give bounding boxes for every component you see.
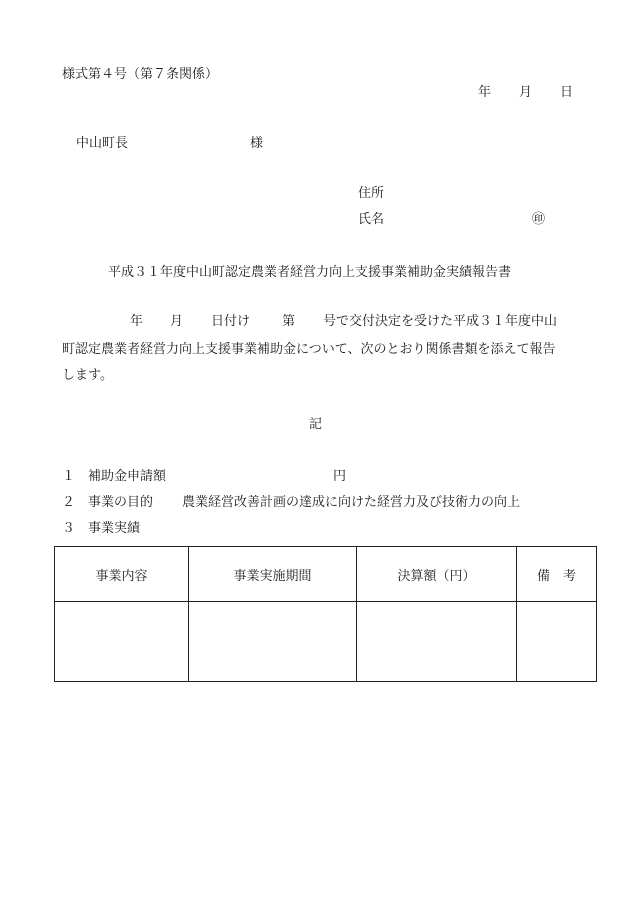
addressee-honorific: 様 xyxy=(250,136,264,151)
table-header-row xyxy=(55,547,597,602)
body-year: 年 xyxy=(130,314,144,329)
address-label: 住所 xyxy=(358,186,385,201)
item-number: ３ xyxy=(62,521,76,536)
table-row xyxy=(55,602,597,682)
cell-project-content[interactable] xyxy=(55,602,189,682)
header-remarks: 備 考 xyxy=(517,547,597,602)
body-dai: 第 xyxy=(282,314,296,329)
form-number: 様式第４号（第７条関係） xyxy=(62,67,219,82)
name-label: 氏名 xyxy=(358,212,385,227)
body-dated: 日付け xyxy=(211,314,251,329)
item-label: 事業の目的 xyxy=(88,495,154,510)
body-line2: 町認定農業者経営力向上支援事業補助金について、次のとおり関係書類を添えて報告 xyxy=(62,342,556,357)
item-label: 補助金申請額 xyxy=(88,469,167,484)
cell-settlement-amount[interactable] xyxy=(357,602,517,682)
cell-remarks[interactable] xyxy=(517,602,597,682)
date-day-label: 日 xyxy=(560,85,574,100)
item-value: 農業経営改善計画の達成に向けた経営力及び技術力の向上 xyxy=(182,495,521,510)
item-number: ２ xyxy=(62,495,76,510)
date-month-label: 月 xyxy=(519,85,533,100)
date-year-label: 年 xyxy=(478,85,492,100)
document-title: 平成３１年度中山町認定農業者経営力向上支援事業補助金実績報告書 xyxy=(108,265,512,280)
cell-implementation-period[interactable] xyxy=(189,602,357,682)
body-month: 月 xyxy=(170,314,184,329)
header-project-content: 事業内容 xyxy=(55,547,189,602)
item-number: １ xyxy=(62,469,76,484)
seal-mark: ㊞ xyxy=(532,212,546,227)
item-value: 円 xyxy=(333,469,347,484)
results-table xyxy=(54,546,597,682)
body-line3: します。 xyxy=(62,368,113,383)
header-settlement-amount: 決算額（円） xyxy=(357,547,517,602)
body-line1-rest: 号で交付決定を受けた平成３１年度中山 xyxy=(323,314,558,329)
ki-heading: 記 xyxy=(309,417,323,432)
header-implementation-period: 事業実施期間 xyxy=(189,547,357,602)
addressee-name: 中山町長 xyxy=(76,136,129,151)
item-label: 事業実績 xyxy=(88,521,141,536)
